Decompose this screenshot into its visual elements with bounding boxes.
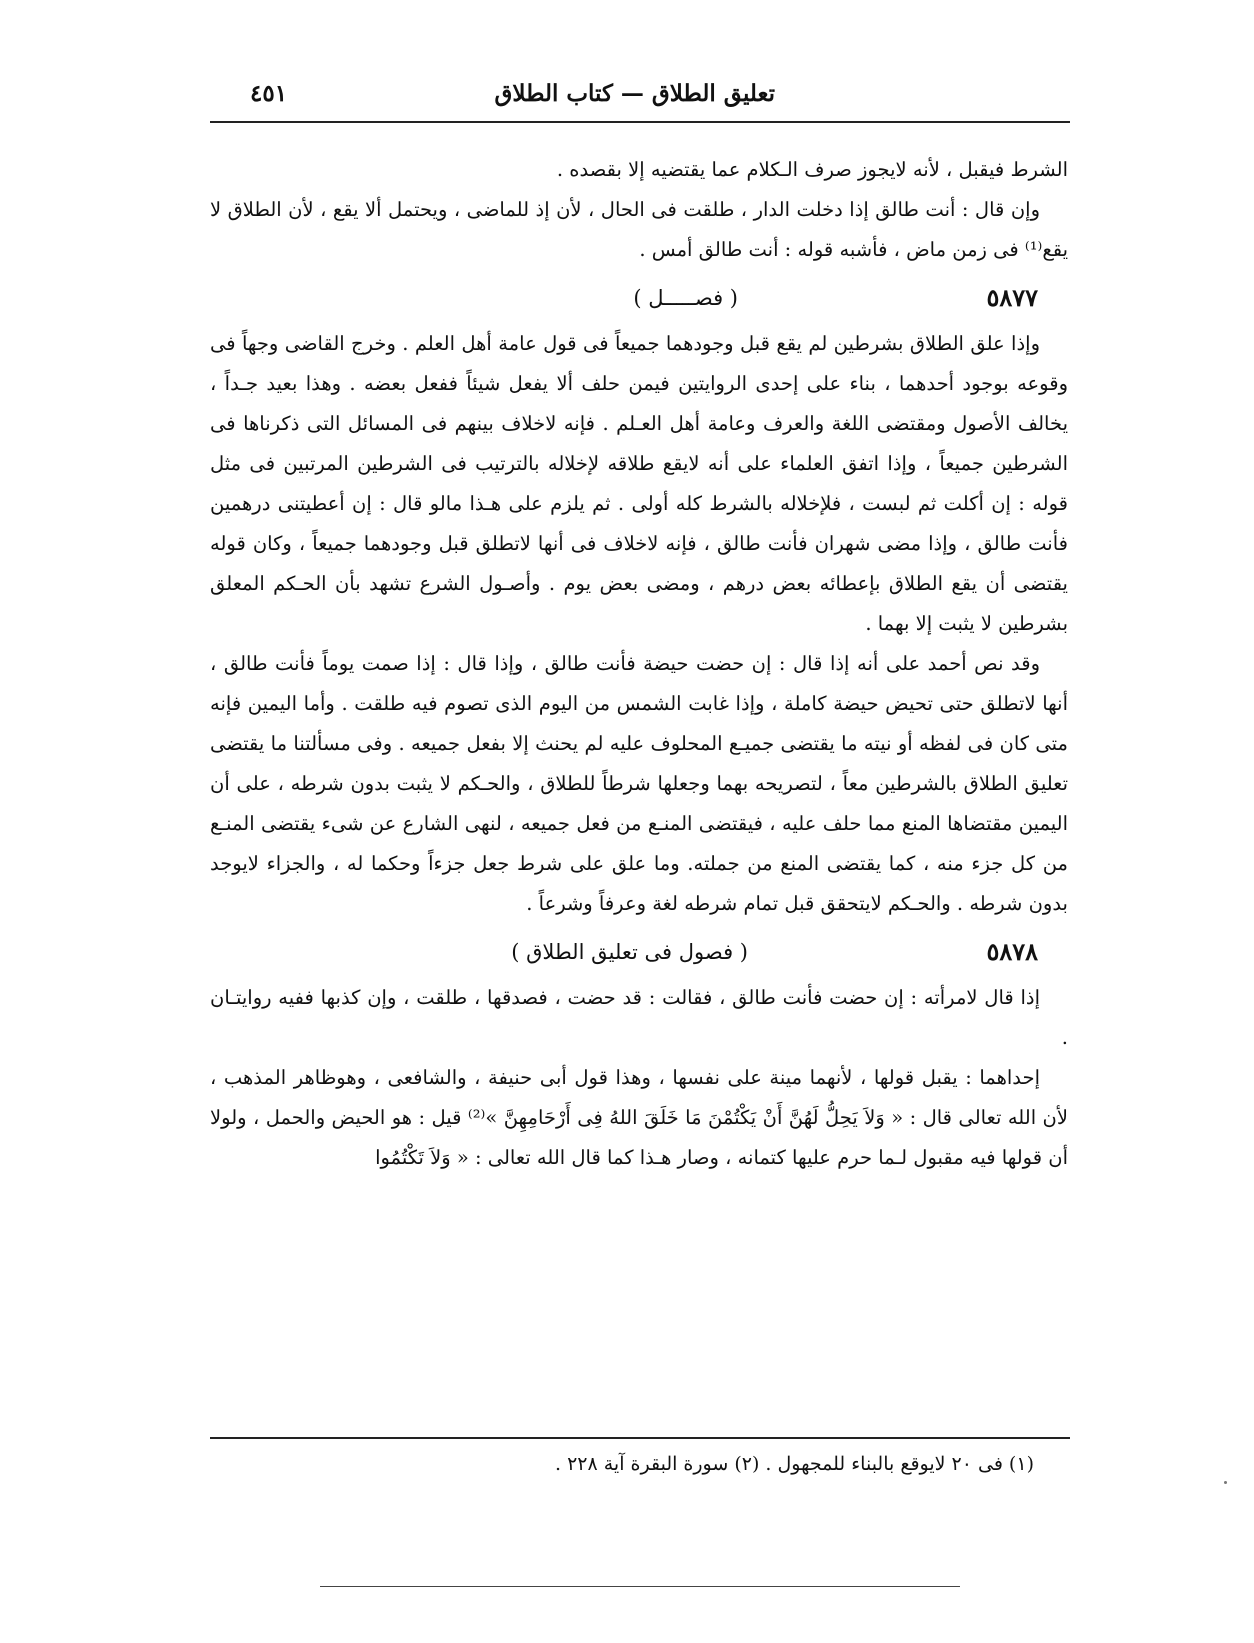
bottom-rule: [320, 1586, 960, 1587]
paragraph: وقد نص أحمد على أنه إذا قال : إن حضت حيضة فأنت طالق ، وإذا قال : إذا صمت يوماً فأنت طالق ، أنها لاتطلق حتى تحيض حيضة كاملة ، وإذا غابت الشمس من اليوم الذى تصوم فيه طلقت . وأما اليمين فإنه متى كان فى لفظه أو نيته ما يقتضى جميـع المحلوف عليه لم يحنث إلا بفعل جميعه . وفى مسألتنا ما يقتضى تعليق الطلاق بالشرطين معاً ، لتصريحه بهما وجعلها شرطاً للطلاق ، والحـكم لا يثبت بدون شرطه ، على أن اليمين مقتضاها المنع مما حلف عليه ، فيقتضى المنـع من فعل جميعه ، لنهى الشارع عن شىء يقتضى المنـع من كل جزء منه ، كما يقتضى المنع من جملته. وما علق على شرط جعل جزءاً وحكما له ، والجزاء لايوجد بدون شرطه . والحـكم لايتحقق قبل تمام شرطه لغة وعرفاً وشرعاً .: [210, 652, 1068, 915]
page-header: [210, 76, 1070, 116]
footnote-rule: [210, 1437, 1070, 1439]
page-number: ٤٥١: [250, 80, 288, 107]
section-heading-5877: [210, 272, 1068, 322]
section-number: ٥٨٧٨: [986, 937, 1038, 966]
paragraph: إحداهما : يقبل قولها ، لأنهما مينة على نفسها ، وهذا قول أبى حنيفة ، والشافعى ، وهوظاهر المذهب ، لأن الله تعالى قال : « وَلاَ يَحِلُّ لَهُنَّ أَنْ يَكْتُمْنَ مَا خَلَقَ اللهُ فِى أَرْحَامِهِنَّ »⁽²⁾ قيل : هو الحيض والحمل ، ولولا أن قولها فيه مقبول لـما حرم عليها كتمانه ، وصار هـذا كما قال الله تعالى : « وَلاَ تَكْتُمُوا: [210, 1066, 1068, 1169]
section-number: ٥٨٧٧: [986, 283, 1038, 312]
running-title: تعليق الطلاق — كتاب الطلاق: [494, 80, 775, 107]
paragraph: إذا قال لامرأته : إن حضت فأنت طالق ، فقالت : قد حضت ، فصدقها ، طلقت ، وإن كذبها ففيه روايتـان .: [210, 986, 1068, 1049]
scan-speck: [1224, 1481, 1227, 1484]
section-heading-5878: [210, 926, 1068, 976]
main-text: [210, 150, 1068, 1178]
section-title: ( فصـــــل ): [633, 286, 738, 310]
paragraph: وإن قال : أنت طالق إذا دخلت الدار ، طلقت فى الحال ، لأن إذ للماضى ، ويحتمل ألا يقع ، لأن الطلاق لا يقع⁽¹⁾ فى زمن ماض ، فأشبه قوله : أنت طالق أمس .: [210, 198, 1068, 261]
section-title: ( فصول فى تعليق الطلاق ): [511, 940, 748, 964]
paragraph: وإذا علق الطلاق بشرطين لم يقع قبل وجودهما جميعاً فى قول عامة أهل العلم . وخرج القاضى وجهاً فى وقوعه بوجود أحدهما ، بناء على إحدى الروايتين فيمن حلف ألا يفعل شيئاً ففعل بعضه . وهذا بعيد جـداً ، يخالف الأصول ومقتضى اللغة والعرف وعامة أهل العـلم . فإنه لاخلاف بينهم فى المسائل التى ذكرناها فى الشرطين جميعاً ، وإذا اتفق العلماء على أنه لايقع طلاقه لإخلاله بالترتيب فى الشرطين المرتبين فى مثل قوله : إن أكلت ثم لبست ، فلإخلاله بالشرط كله أولى . ثم يلزم على هـذا مالو قال : إن أعطيتنى درهمين فأنت طالق ، وإذا مضى شهران فأنت طالق ، فإنه لاخلاف فى أنها لاتطلق قبل وجودهما جميعاً ، وكان قوله يقتضى أن يقع الطلاق بإعطائه بعض درهم ، ومضى بعض يوم . وأصـول الشرع تشهد بأن الحـكم المعلق بشرطين لا يثبت إلا بهما .: [210, 332, 1068, 635]
footnotes: (١) فى ٢٠ لايوقع بالبناء للمجهول . (٢) سورة البقرة آية ٢٢٨ .: [554, 1453, 1034, 1475]
header-rule: [210, 121, 1070, 123]
paragraph: الشرط فيقبل ، لأنه لايجوز صرف الـكلام عما يقتضيه إلا بقصده .: [556, 158, 1068, 181]
